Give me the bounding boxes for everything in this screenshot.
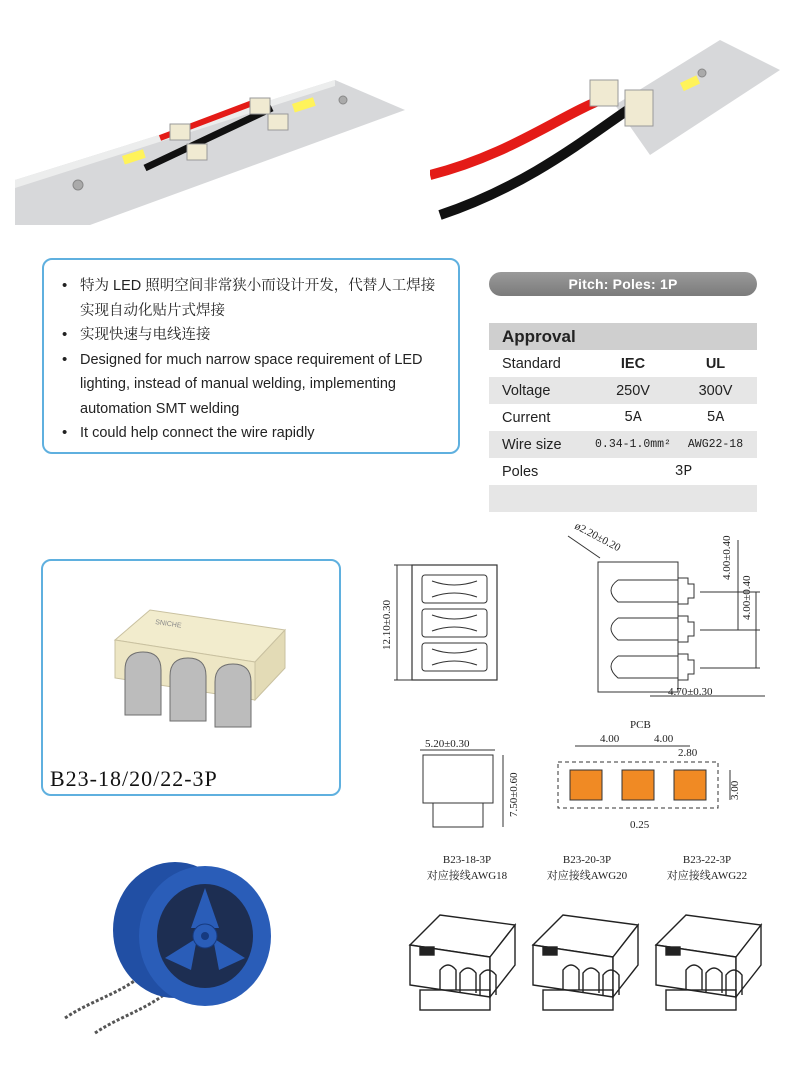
cell-iec: 250V [592,377,674,404]
variant-model: B23-18-3P [442,854,492,866]
variant-model: B23-20-3P [562,854,612,866]
cell-iec: 0.34-1.0mm² [592,431,674,458]
pcb-gap: 0.25 [630,819,650,831]
pcb-pitch-a: 4.00 [600,733,620,745]
led-strip-illustration-left [10,40,410,230]
variant-note: 对应接线AWG18 [426,870,508,882]
cell-ul: 5A [706,409,725,426]
row-label: Poles [502,463,539,480]
pcb-pad-width: 2.80 [678,747,698,759]
approval-title: Approval [489,323,757,350]
dim-wire-diameter: ø2.20±0.20 [572,520,623,555]
table-row [489,458,757,485]
dim-pitch-a: 4.00±0.40 [721,535,733,580]
row-label: Standard [502,355,561,372]
tape-reel-image [55,848,295,1038]
front-view-drawing [372,555,512,695]
variant-label [532,852,642,884]
pitch-poles-bar: Pitch: Poles: 1P [489,272,757,296]
pcb-pad [622,770,654,800]
side-view-drawing [560,520,785,705]
dim-width: 5.20±0.30 [425,738,470,750]
table-row [489,377,757,404]
cell-iec: 5A [624,409,642,426]
variant-label [412,852,522,884]
table-row [489,350,757,377]
variant-connector-drawings [400,895,780,1025]
pcb-pad [674,770,706,800]
dim-height: 12.10±0.30 [381,599,393,650]
row-label: Voltage [489,377,592,404]
feature-item: • 特为 LED 照明空间非常狭小而设计开发，代替人工焊接实现自动化贴片式焊接 [60,274,446,323]
top-view-drawing [405,735,535,835]
pcb-footprint-drawing [550,718,750,833]
cell-ul: AWG22-18 [674,431,757,458]
table-row-empty [489,485,757,512]
approval-table [489,323,757,512]
table-row [489,404,757,431]
row-label: Wire size [489,431,592,458]
dim-pitch-b: 4.00±0.40 [741,575,753,620]
dim-side-height: 7.50±0.60 [508,772,520,817]
cell-poles: 3P [674,463,693,480]
cell-iec: IEC [620,355,646,372]
feature-item: • Designed for much narrow space requirement of LED lighting, instead of manual welding, implementing automation SMT welding [60,348,446,422]
table-row [489,431,757,458]
pcb-pitch-b: 4.00 [654,733,674,745]
connector-3p-product-image [95,600,295,740]
cell-ul: 300V [674,377,757,404]
variant-note: 对应接线AWG20 [546,870,628,882]
feature-list [60,274,446,446]
pcb-label: PCB [630,719,651,731]
led-strip-illustration-right [430,35,785,220]
row-label: Current [502,409,551,426]
dim-depth: 4.70±0.30 [668,686,713,698]
cell-ul: UL [705,355,726,372]
feature-item: • It could help connect the wire rapidly [60,421,446,446]
pcb-pad [570,770,602,800]
product-marking: SNICHE [154,619,182,630]
feature-list-box [42,258,460,454]
variant-note: 对应接线AWG22 [666,870,748,882]
feature-item: • 实现快速与电线连接 [60,323,446,348]
variant-drawing-22 [656,915,761,1010]
variant-drawing-20 [533,915,638,1010]
variant-label [652,852,762,884]
variant-drawing-18 [410,915,515,1010]
variant-model: B23-22-3P [682,854,732,866]
pcb-pad-height: 3.00 [729,780,741,800]
product-model-label: B23-18/20/22-3P [50,766,218,791]
